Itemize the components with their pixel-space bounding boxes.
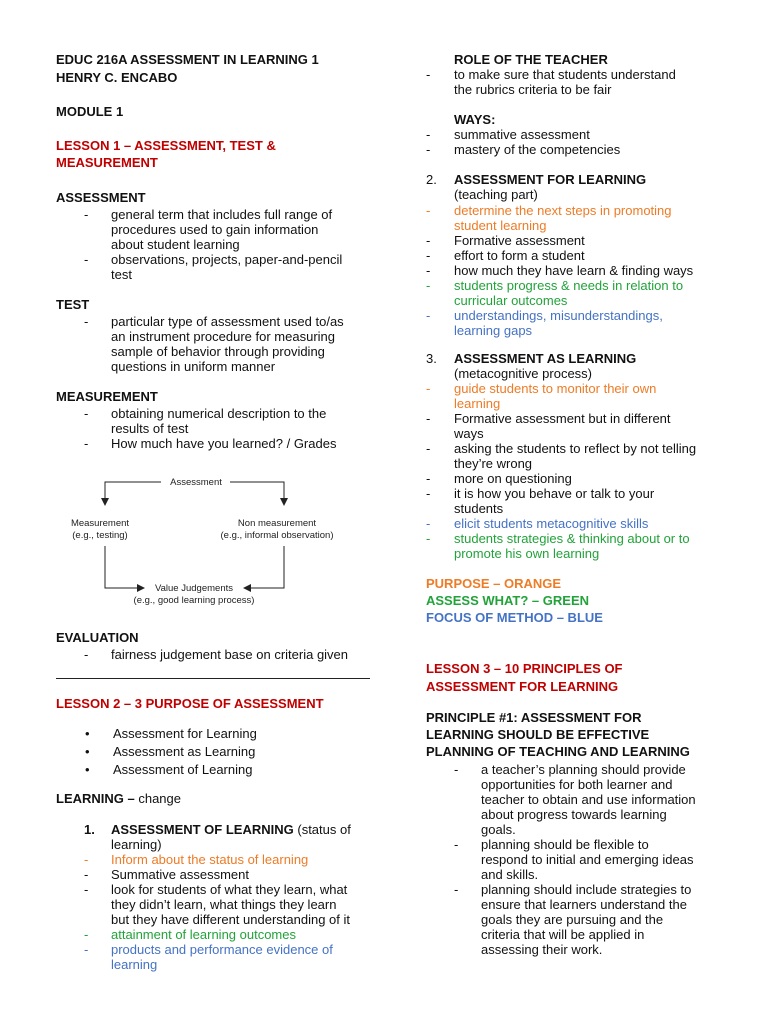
dash-marker: -: [454, 882, 459, 897]
list-item-text: they’re wrong: [454, 456, 533, 471]
list-item-text: students strategies & thinking about or to: [454, 531, 690, 546]
list-item-text: observations, projects, paper-and-pencil: [111, 252, 343, 267]
dash-marker: -: [426, 471, 431, 486]
lesson-1-heading: LESSON 1 – ASSESSMENT, TEST &: [56, 138, 276, 153]
purpose-bullet-list: [85, 726, 257, 780]
list-item-text: Formative assessment: [454, 233, 585, 248]
dash-marker: -: [426, 308, 431, 323]
dash-marker: -: [84, 406, 89, 421]
list-item-text: the rubrics criteria to be fair: [454, 82, 612, 97]
diagram-arrow-right: [230, 482, 284, 505]
aasl-title: ASSESSMENT AS LEARNING: [454, 351, 637, 366]
test-heading: TEST: [56, 297, 90, 312]
list-item-text: summative assessment: [454, 127, 590, 142]
list-item-text: planning should be flexible to: [481, 837, 649, 852]
dash-marker: -: [426, 233, 431, 248]
dash-marker: -: [426, 411, 431, 426]
dash-marker: -: [426, 248, 431, 263]
ways-heading: WAYS:: [454, 112, 496, 127]
diagram-node-measurement: Measurement: [70, 518, 130, 529]
principle-1-heading: PRINCIPLE #1: ASSESSMENT FOR: [426, 710, 642, 725]
list-item-text: they didn’t learn, what things they learn: [111, 897, 337, 912]
aasl-number: 3.: [426, 351, 437, 366]
list-item-text: attainment of learning outcomes: [111, 927, 296, 942]
list-item-text: a teacher’s planning should provide: [481, 762, 686, 777]
list-item-text: learning: [111, 957, 158, 972]
diagram-node-measurement-example: (e.g., testing): [72, 530, 128, 541]
list-item-text: student learning: [454, 218, 547, 233]
list-item-text: asking the students to reflect by not telling: [454, 441, 697, 456]
list-item-text: effort to form a student: [454, 248, 585, 263]
list-item-text: students progress & needs in relation to: [454, 278, 684, 293]
aol-suffix: (status of: [293, 822, 351, 837]
principle-1-heading-cont: LEARNING SHOULD BE EFFECTIVE: [426, 727, 650, 742]
list-item-text: promote his own learning: [454, 546, 600, 561]
list-item-text: students: [454, 501, 504, 516]
learning-value: change: [134, 791, 181, 806]
dash-marker: -: [84, 852, 89, 867]
afl-subtitle: (teaching part): [454, 187, 538, 202]
list-item-text: products and performance evidence of: [111, 942, 333, 957]
evaluation-heading: EVALUATION: [56, 630, 139, 645]
legend-assess-what: ASSESS WHAT? – GREEN: [426, 593, 590, 608]
list-item-text: How much have you learned? / Grades: [111, 436, 337, 451]
list-item-text: mastery of the competencies: [454, 142, 621, 157]
dash-marker: -: [426, 441, 431, 456]
list-item-text: Formative assessment but in different: [454, 411, 671, 426]
dash-marker: -: [84, 314, 89, 329]
list-item-text: learning: [454, 396, 501, 411]
list-item-text: but they have different understanding of it: [111, 912, 350, 927]
list-item-text: results of test: [111, 421, 189, 436]
list-item-text: ensure that learners understand the: [481, 897, 687, 912]
diagram-arrow-left: [105, 482, 161, 505]
dash-marker: -: [426, 516, 431, 531]
dash-marker: -: [426, 278, 431, 293]
aol-heading: [111, 822, 351, 837]
bullet-item: • Assessment of Learning: [85, 762, 257, 780]
bullet-item: • Assessment for Learning: [85, 726, 257, 744]
list-item-text: particular type of assessment used to/as: [111, 314, 344, 329]
list-item-text: about progress towards learning: [481, 807, 667, 822]
dash-marker: -: [454, 762, 459, 777]
dash-marker: -: [84, 927, 89, 942]
list-item-text: test: [111, 267, 132, 282]
list-item-text: to make sure that students understand: [454, 67, 676, 82]
diagram-node-non-measurement: Non measurement: [237, 518, 317, 529]
list-item-text: an instrument procedure for measuring: [111, 329, 336, 344]
principle-1-heading-cont: PLANNING OF TEACHING AND LEARNING: [426, 744, 690, 759]
diagram-node-assessment: Assessment: [170, 477, 222, 488]
dash-marker: -: [426, 263, 431, 278]
list-item-text: sample of behavior through providing: [111, 344, 325, 359]
afl-number: 2.: [426, 172, 437, 187]
assessment-diagram: [56, 470, 356, 610]
list-item-text: how much they have learn & finding ways: [454, 263, 694, 278]
assessment-heading: ASSESSMENT: [56, 190, 146, 205]
dash-marker: -: [426, 67, 431, 82]
list-item-text: criteria that will be applied in: [481, 927, 645, 942]
bullet-item: • Assessment as Learning: [85, 744, 257, 762]
module-label: MODULE 1: [56, 104, 124, 119]
dash-marker: -: [426, 381, 431, 396]
lesson-3-heading-cont: ASSESSMENT FOR LEARNING: [426, 679, 619, 694]
dash-marker: -: [426, 203, 431, 218]
diagram-node-value-judgements: Value Judgements: [155, 583, 233, 594]
dash-marker: -: [84, 436, 89, 451]
list-item-text: questions in uniform manner: [111, 359, 276, 374]
list-item-text: teacher to obtain and use information: [481, 792, 696, 807]
aasl-subtitle: (metacognitive process): [454, 366, 592, 381]
lesson-2-heading: LESSON 2 – 3 PURPOSE OF ASSESSMENT: [56, 696, 324, 711]
list-item-text: it is how you behave or talk to your: [454, 486, 655, 501]
dash-marker: -: [84, 647, 89, 662]
diagram-node-non-measurement-example: (e.g., informal observation): [220, 530, 334, 541]
aol-suffix-cont: learning): [111, 837, 162, 852]
list-item-text: and skills.: [481, 867, 539, 882]
list-item-text: fairness judgement base on criteria given: [111, 647, 349, 662]
afl-title: ASSESSMENT FOR LEARNING: [454, 172, 647, 187]
list-item-text: look for students of what they learn, what: [111, 882, 348, 897]
lesson-3-heading: LESSON 3 – 10 PRINCIPLES OF: [426, 661, 623, 676]
dash-marker: -: [426, 142, 431, 157]
divider: [56, 678, 370, 679]
author-name: HENRY C. ENCABO: [56, 70, 178, 85]
course-title: EDUC 216A ASSESSMENT IN LEARNING 1: [56, 52, 319, 67]
list-item-text: understandings, misunderstandings,: [454, 308, 663, 323]
lesson-1-heading-cont: MEASUREMENT: [56, 155, 158, 170]
list-item-text: obtaining numerical description to the: [111, 406, 327, 421]
diagram-node-value-judgements-example: (e.g., good learning process): [133, 595, 255, 606]
list-item-text: elicit students metacognitive skills: [454, 516, 649, 531]
legend-purpose: PURPOSE – ORANGE: [426, 576, 562, 591]
list-item-text: planning should include strategies to: [481, 882, 692, 897]
learning-label: LEARNING –: [56, 791, 135, 806]
list-item-text: opportunities for both learner and: [481, 777, 673, 792]
dash-marker: -: [84, 252, 89, 267]
list-item-text: procedures used to gain information: [111, 222, 319, 237]
list-item-text: curricular outcomes: [454, 293, 568, 308]
dash-marker: -: [426, 531, 431, 546]
list-item-text: ways: [454, 426, 484, 441]
diagram-arrow-bottom-left: [105, 546, 144, 588]
dash-marker: -: [426, 486, 431, 501]
list-item-text: respond to initial and emerging ideas: [481, 852, 694, 867]
measurement-heading: MEASUREMENT: [56, 389, 158, 404]
list-item-text: determine the next steps in promoting: [454, 203, 672, 218]
list-item-text: goals they are pursuing and the: [481, 912, 664, 927]
list-item-text: learning gaps: [454, 323, 533, 338]
dash-marker: -: [84, 882, 89, 897]
legend-focus-of-method: FOCUS OF METHOD – BLUE: [426, 610, 603, 625]
role-heading: ROLE OF THE TEACHER: [454, 52, 608, 67]
list-item-text: about student learning: [111, 237, 240, 252]
dash-marker: -: [426, 127, 431, 142]
diagram-arrow-bottom-right: [244, 546, 284, 588]
list-item-text: guide students to monitor their own: [454, 381, 657, 396]
aol-title: ASSESSMENT OF LEARNING: [111, 822, 294, 837]
aol-number: 1.: [84, 822, 95, 837]
list-item-text: Inform about the status of learning: [111, 852, 309, 867]
learning-definition: [56, 791, 181, 806]
dash-marker: -: [84, 867, 89, 882]
dash-marker: -: [84, 942, 89, 957]
list-item-text: general term that includes full range of: [111, 207, 333, 222]
dash-marker: -: [84, 207, 89, 222]
list-item-text: Summative assessment: [111, 867, 249, 882]
list-item-text: goals.: [481, 822, 516, 837]
dash-marker: -: [454, 837, 459, 852]
list-item-text: more on questioning: [454, 471, 572, 486]
list-item-text: assessing their work.: [481, 942, 603, 957]
